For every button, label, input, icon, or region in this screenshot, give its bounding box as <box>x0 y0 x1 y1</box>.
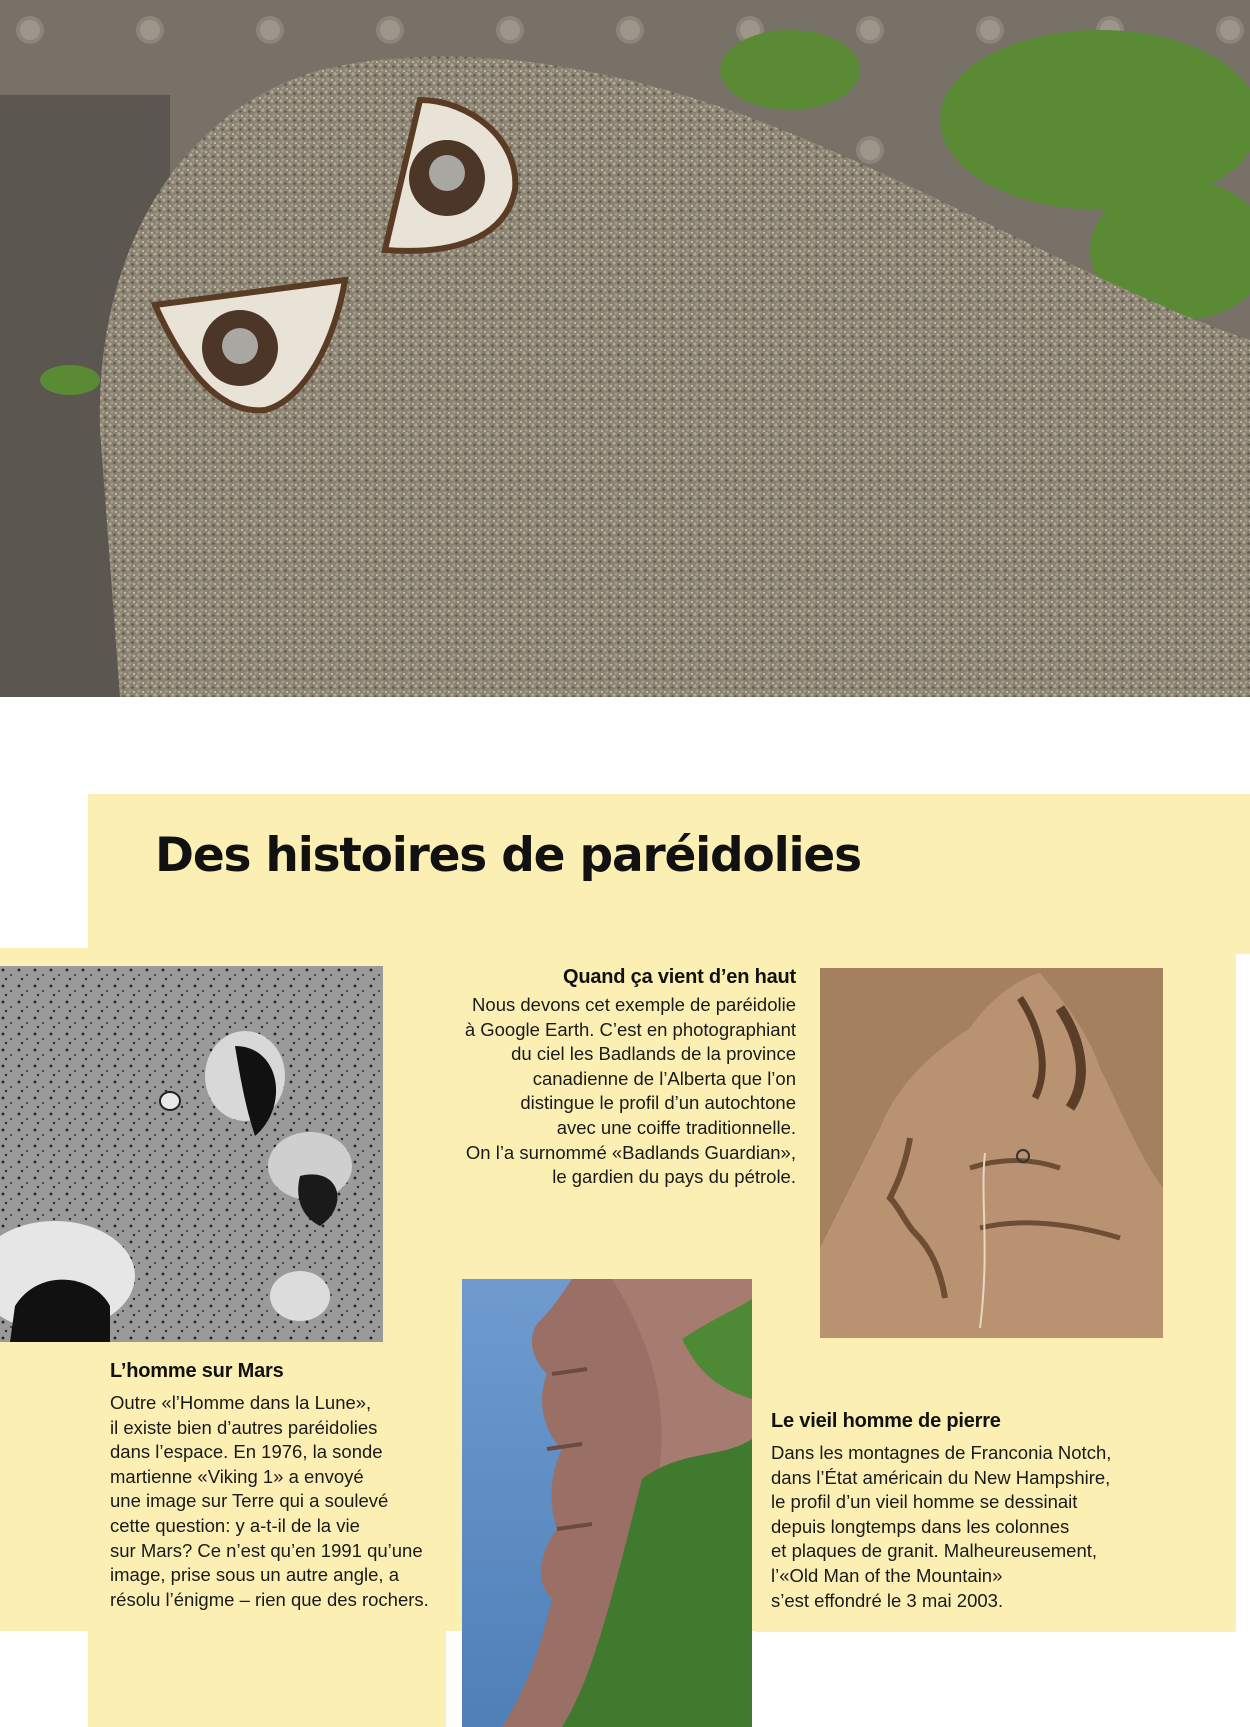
body-line: dans l’État américain du New Hampshire, <box>771 1466 1111 1488</box>
mars-surface-illustration <box>0 966 383 1342</box>
body-line: une image sur Terre qui a soulevé <box>110 1490 389 1512</box>
badlands-guardian-photo <box>820 968 1163 1338</box>
body-line: martienne «Viking 1» a envoyé <box>110 1465 364 1487</box>
body-line: le profil d’un vieil homme se dessinait <box>771 1491 1078 1513</box>
body-line: cette question: y a-t-il de la vie <box>110 1514 360 1536</box>
body-line: l’«Old Man of the Mountain» <box>771 1564 1003 1586</box>
body-line: distingue le profil d’un autochtone <box>520 1092 796 1114</box>
page-title: Des histoires de paréidolies <box>155 828 861 883</box>
body-line: résolu l’énigme – rien que des rochers. <box>110 1588 429 1610</box>
article-panel-tail <box>88 1620 446 1727</box>
section-heading: L’homme sur Mars <box>110 1360 284 1382</box>
concrete-face-illustration <box>0 0 1250 697</box>
body-line: s’est effondré le 3 mai 2003. <box>771 1589 1004 1611</box>
body-line: il existe bien d’autres paréidolies <box>110 1416 378 1438</box>
body-line: depuis longtemps dans les colonnes <box>771 1515 1070 1537</box>
body-line: dans l’espace. En 1976, la sonde <box>110 1441 383 1463</box>
body-line: Outre «l’Homme dans la Lune», <box>110 1392 372 1413</box>
body-line: Nous devons cet exemple de paréidolie <box>472 994 796 1015</box>
mars-face-photo <box>0 966 383 1342</box>
hero-photo <box>0 0 1250 697</box>
body-line: On l’a surnommé «Badlands Guardian», <box>465 1141 796 1163</box>
body-line: le gardien du pays du pétrole. <box>552 1166 796 1188</box>
badlands-illustration <box>820 968 1163 1338</box>
body-line: à Google Earth. C’est en photographiant <box>464 1018 796 1040</box>
body-line: Dans les montagnes de Franconia Notch, <box>771 1442 1112 1463</box>
body-line: et plaques de granit. Malheureusement, <box>771 1540 1098 1562</box>
section-heading: Le vieil homme de pierre <box>771 1410 1001 1432</box>
old-man-mountain-photo <box>462 1279 752 1727</box>
section-old-man <box>771 1410 1171 1613</box>
body-line: avec une coiffe traditionnelle. <box>556 1116 796 1138</box>
body-line: image, prise sous un autre angle, a <box>110 1564 399 1586</box>
section-badlands <box>430 966 796 1190</box>
section-body <box>771 1441 1171 1613</box>
body-line: sur Mars? Ce n’est qu’en 1991 qu’une <box>110 1539 423 1561</box>
article-panel-tail <box>755 1620 1235 1632</box>
body-line: canadienne de l’Alberta que l’on <box>532 1067 796 1089</box>
section-body <box>110 1391 440 1612</box>
section-mars <box>110 1360 440 1612</box>
body-line: du ciel les Badlands de la province <box>511 1043 796 1065</box>
mountain-profile-illustration <box>462 1279 752 1727</box>
section-heading: Quand ça vient d’en haut <box>562 966 796 988</box>
section-body <box>430 993 796 1190</box>
